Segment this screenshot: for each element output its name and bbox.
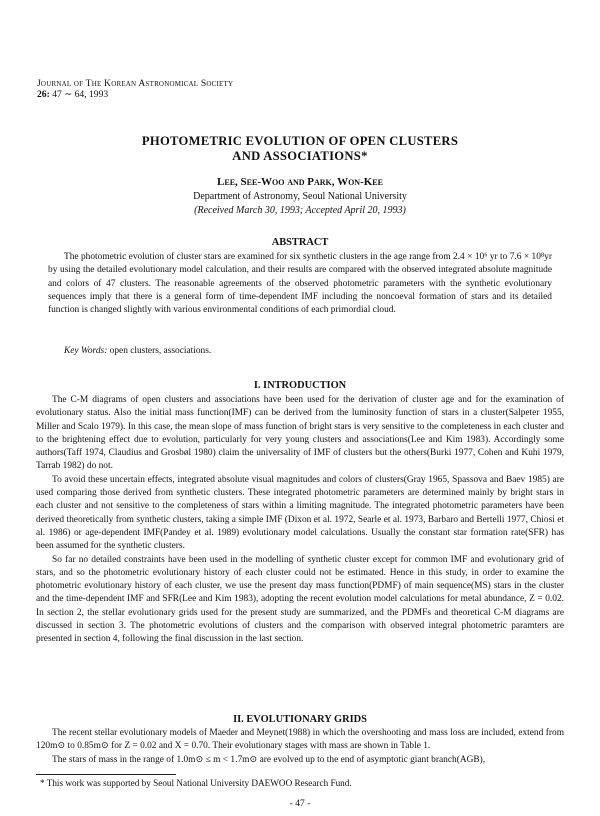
title-line-2: AND ASSOCIATIONS* <box>232 149 368 163</box>
journal-volume: 26: <box>37 89 50 100</box>
keywords-label: Key Words: <box>64 346 108 356</box>
journal-volume-line <box>37 89 337 100</box>
authors: Lee, See-Woo and Park, Won-Kee <box>217 176 383 188</box>
paper-title <box>60 134 540 164</box>
title-line-1: PHOTOMETRIC EVOLUTION OF OPEN CLUSTERS <box>141 134 459 148</box>
paragraph: The recent stellar evolutionary models of Maeder and Meynet(1988) in which the overshooting and mass loss are included, extend from 120m⊙ to 0.85m⊙ for Z = 0.02 and X = 0.70. Their evolutionary stages with mass are shown in Table 1. <box>36 728 564 752</box>
paragraph: To avoid these uncertain effects, integrated absolute visual magnitudes and colors of clusters(Gray 1965, Spassova and Baev 1985) are used comparing those derived from synthetic clusters. These integrated photometric parameters are determined mainly by bright stars in each cluster and not sensitive to the completeness of stars within a limiting magnitude. The integrated photometric parameters have been derived theoretically from synthetic clusters, taking a simple IMF (Dixon et al. 1972, Searle et al. 1973, Barbaro and Bertelli 1977, Chiosi et al. 1986) or age-dependent IMF(Pandey et al. 1989) evolutionary model calculations. Usually the constant star formation rate(SFR) has been assumed for the synthetic clusters. <box>36 474 564 552</box>
page-number: - 47 - <box>289 798 311 809</box>
journal-name: Journal of The Korean Astronomical Society <box>37 78 234 89</box>
section-heading-introduction: I. INTRODUCTION <box>253 380 347 391</box>
footnote: * This work was supported by Seoul National University DAEWOO Research Fund. <box>40 778 352 788</box>
abstract-text: The photometric evolution of cluster stars are examined for six synthetic clusters in the age range from 2.4 × 10⁶ yr to 7.6 × 10⁸yr by using the detailed evolutionary model calculation, and their results are compared with the observed integrated absolute magnitude and colors of 47 clusters. The reasonable agreements of the observed photometric parameters with the synthetic evolutionary sequences imply that there is a general form of time-dependent IMF including the noncoeval formation of stars and its detailed function is changed slightly with various environmental conditions of each primordial cloud. <box>48 252 552 316</box>
section-introduction-body <box>36 394 564 647</box>
keywords <box>64 345 544 358</box>
section-evolutionary-grids-body <box>36 727 564 767</box>
keywords-value: open clusters, associations. <box>109 346 212 356</box>
abstract-heading: ABSTRACT <box>271 237 329 248</box>
paragraph: The C-M diagrams of open clusters and associations have been used for the derivation of cluster age and for the examination of evolutionary status. Also the initial mass function(IMF) can be derived from the luminosity function of stars in a cluster(Salpeter 1955, Miller and Scalo 1979). In this case, the mean slope of mass function of bright stars is very sensitive to the completeness in each cluster and to the brightening effect due to evolution, particularly for very young clusters and associations(Lee and Kim 1983). Accordingly some authors(Taff 1974, Claudius and Grosbøl 1980) claim the universality of IMF of clusters but the others(Burki 1977, Cohen and Kuhi 1979, Tarrab 1982) do not. <box>36 395 564 472</box>
journal-header <box>37 78 337 100</box>
received-dates: (Received March 30, 1993; Accepted April 20, 1993) <box>194 205 406 216</box>
paragraph: The stars of mass in the range of 1.0m⊙ ≤ m < 1.7m⊙ are evolved up to the end of asymptotic giant branch(AGB), <box>52 754 486 765</box>
section-heading-evolutionary-grids: II. EVOLUTIONARY GRIDS <box>233 714 367 725</box>
footnote-divider <box>36 774 176 775</box>
paragraph: So far no detailed constraints have been used in the modelling of synthetic cluster except for common IMF and evolutionary grid of stars, and so the photometric evolutionary history of each cluster could not be estimated. Hence in this study, in order to examine the photometric evolutionary history of each cluster, we use the present day mass function(PDMF) of main sequence(MS) stars in the cluster and the time-dependent IMF and SFR(Lee and Kim 1983), adopting the recent evolution model calculations for metal abundance, Z = 0.02. In section 2, the stellar evolutionary grids used for the present study are summarized, and the PDMFs and theoretical C-M diagrams are discussed in section 3. The photometric evolutions of clusters and the comparison with observed integral photometric paramters are presented in section 4, following the final discussion in the last section. <box>36 554 564 645</box>
affiliation: Department of Astronomy, Seoul National University <box>193 191 407 202</box>
journal-pages: 47 ∼ 64, 1993 <box>49 89 109 100</box>
